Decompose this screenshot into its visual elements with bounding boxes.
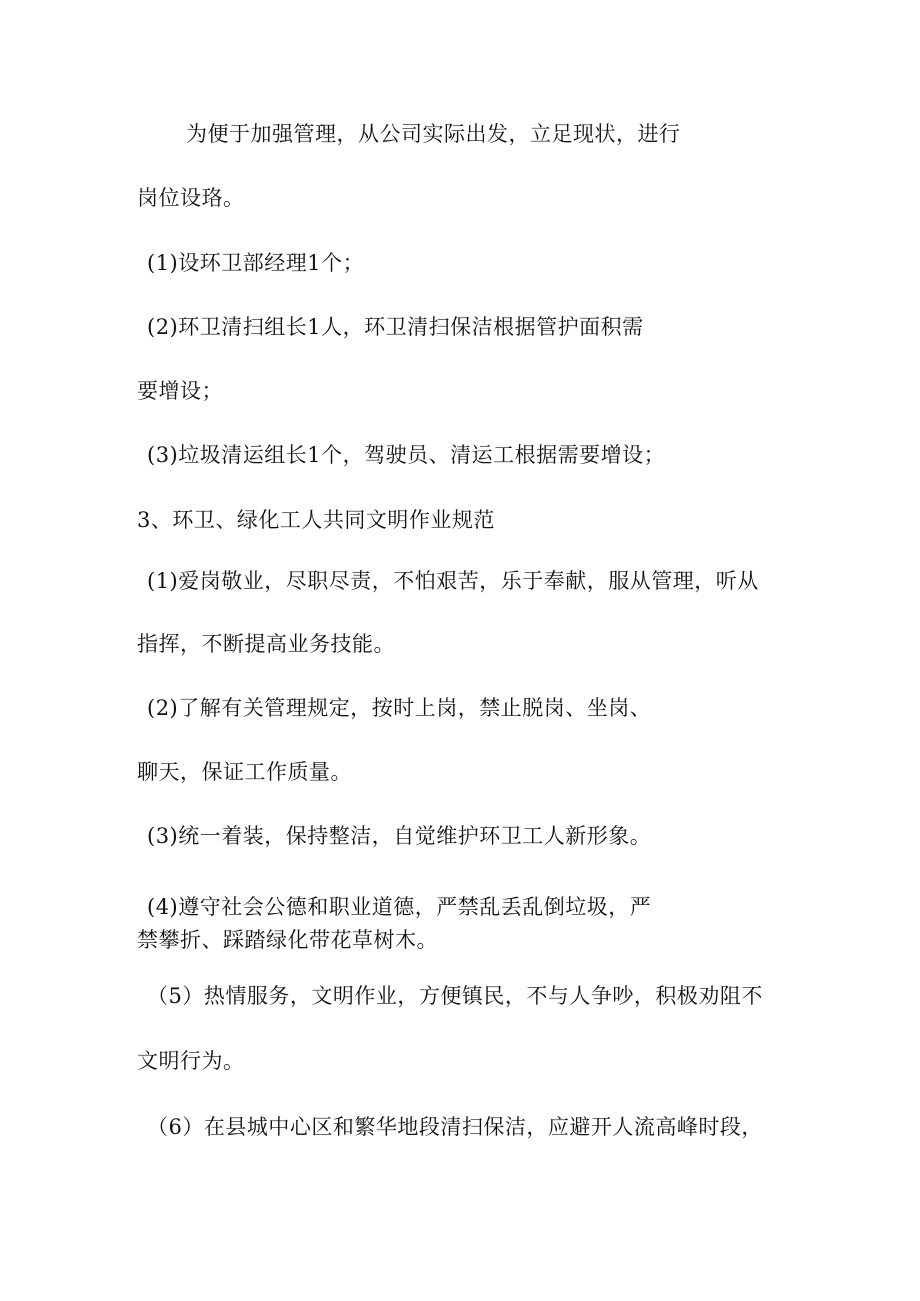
rule-item-line-5: (3)统一着装，保持整洁，自觉维护环卫工人新形象。 xyxy=(147,824,652,848)
rule-item-line-1: (1)爱岗敬业，尽职尽责，不怕艰苦，乐于奉献，服从管理，听从 xyxy=(147,569,759,593)
section-heading: 3、环卫、绿化工人共同文明作业规范 xyxy=(137,508,495,532)
rule-item-line-3: (2)了解有关管理规定，按时上岗，禁止脱岗、坐岗、 xyxy=(147,696,652,720)
rule-item-line-4: 聊天，保证工作质量。 xyxy=(137,760,352,784)
rule-item-line-8: （5）热情服务，文明作业，方便镇民，不与人争吵，积极劝阻不 xyxy=(147,984,763,1008)
paragraph-line-2: 岗位设珞。 xyxy=(137,186,245,210)
list-item-line-2: (2)环卫清扫组长1人，环卫清扫保洁根据管护面积需 xyxy=(147,315,644,339)
list-item-line-1: (1)设环卫部经理1个； xyxy=(147,251,365,275)
rule-item-line-10: （6）在县城中心区和繁华地段清扫保洁，应避开人流高峰时段， xyxy=(147,1115,763,1139)
rule-item-line-7: 禁攀折、踩踏绿化带花草树木。 xyxy=(137,928,438,952)
paragraph-line-1: 为便于加强管理，从公司实际出发，立足现状，进行 xyxy=(186,122,681,146)
rule-item-line-6: (4)遵守社会公德和职业道德，严禁乱丢乱倒垃圾，严 xyxy=(147,895,652,919)
rule-item-line-2: 指挥，不断提高业务技能。 xyxy=(137,632,395,656)
rule-item-line-9: 文明行为。 xyxy=(137,1049,245,1073)
list-item-line-3: 要增设； xyxy=(137,379,223,403)
list-item-line-4: (3)垃圾清运组长1个，驾驶员、清运工根据需要增设； xyxy=(147,443,666,467)
